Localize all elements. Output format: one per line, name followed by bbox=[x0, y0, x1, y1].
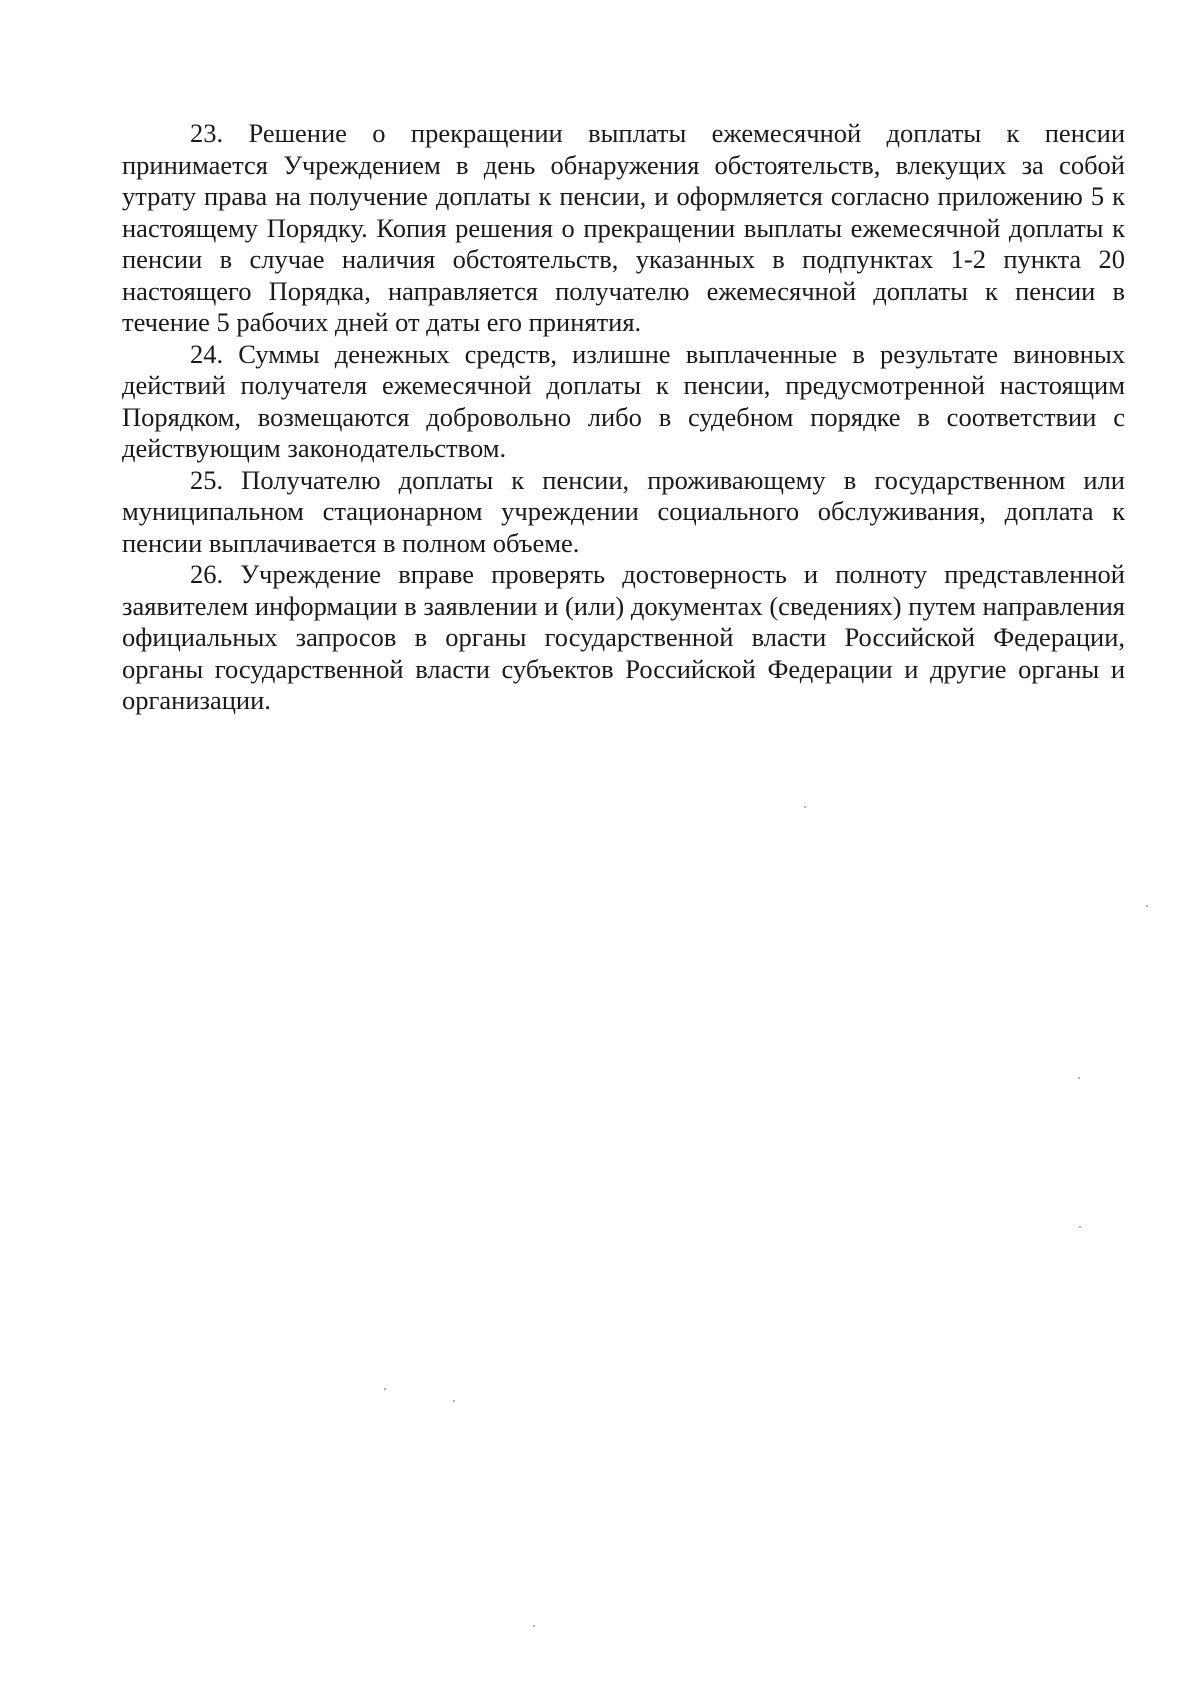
paragraph-25: 25. Получателю доплаты к пенсии, проживающему в государственном или муниципальном стационарном учреждении социального обслуживания, доплата к пенсии выплачивается в полном объеме. bbox=[122, 464, 1125, 558]
scan-speck bbox=[384, 1388, 386, 1390]
document-body bbox=[122, 118, 1125, 717]
paragraph-24: 24. Суммы денежных средств, излишне выплаченные в результате виновных действий получателя ежемесячной доплаты к пенсии, предусмотренной настоящим Порядком, возмещаются добровольно либо в судебном порядке в соответствии с действующим законодательством. bbox=[122, 338, 1125, 463]
scan-speck bbox=[804, 806, 806, 808]
scan-speck bbox=[453, 1400, 455, 1402]
scan-speck bbox=[1078, 1077, 1080, 1079]
scan-speck bbox=[533, 1625, 535, 1627]
paragraph-26: 26. Учреждение вправе проверять достоверность и полноту представленной заявителем информации в заявлении и (или) документах (сведениях) путем направления официальных запросов в органы государственной власти Российской Федерации, органы государственной власти субъектов Российской Федерации и другие органы и организации. bbox=[122, 559, 1125, 715]
scan-speck bbox=[1146, 905, 1148, 907]
paragraph-23: 23. Решение о прекращении выплаты ежемесячной доплаты к пенсии принимается Учреждением в день обнаружения обстоятельств, влекущих за собой утрату права на получение доплаты к пенсии, и оформляется согласно приложению 5 к настоящему Порядку. Копия решения о прекращении выплаты ежемесячной доплаты к пенсии в случае наличия обстоятельств, указанных в подпунктах 1-2 пункта 20 настоящего Порядка, направляется получателю ежемесячной доплаты к пенсии в течение 5 рабочих дней от даты его принятия. bbox=[122, 118, 1125, 337]
scan-speck bbox=[1079, 1226, 1081, 1228]
